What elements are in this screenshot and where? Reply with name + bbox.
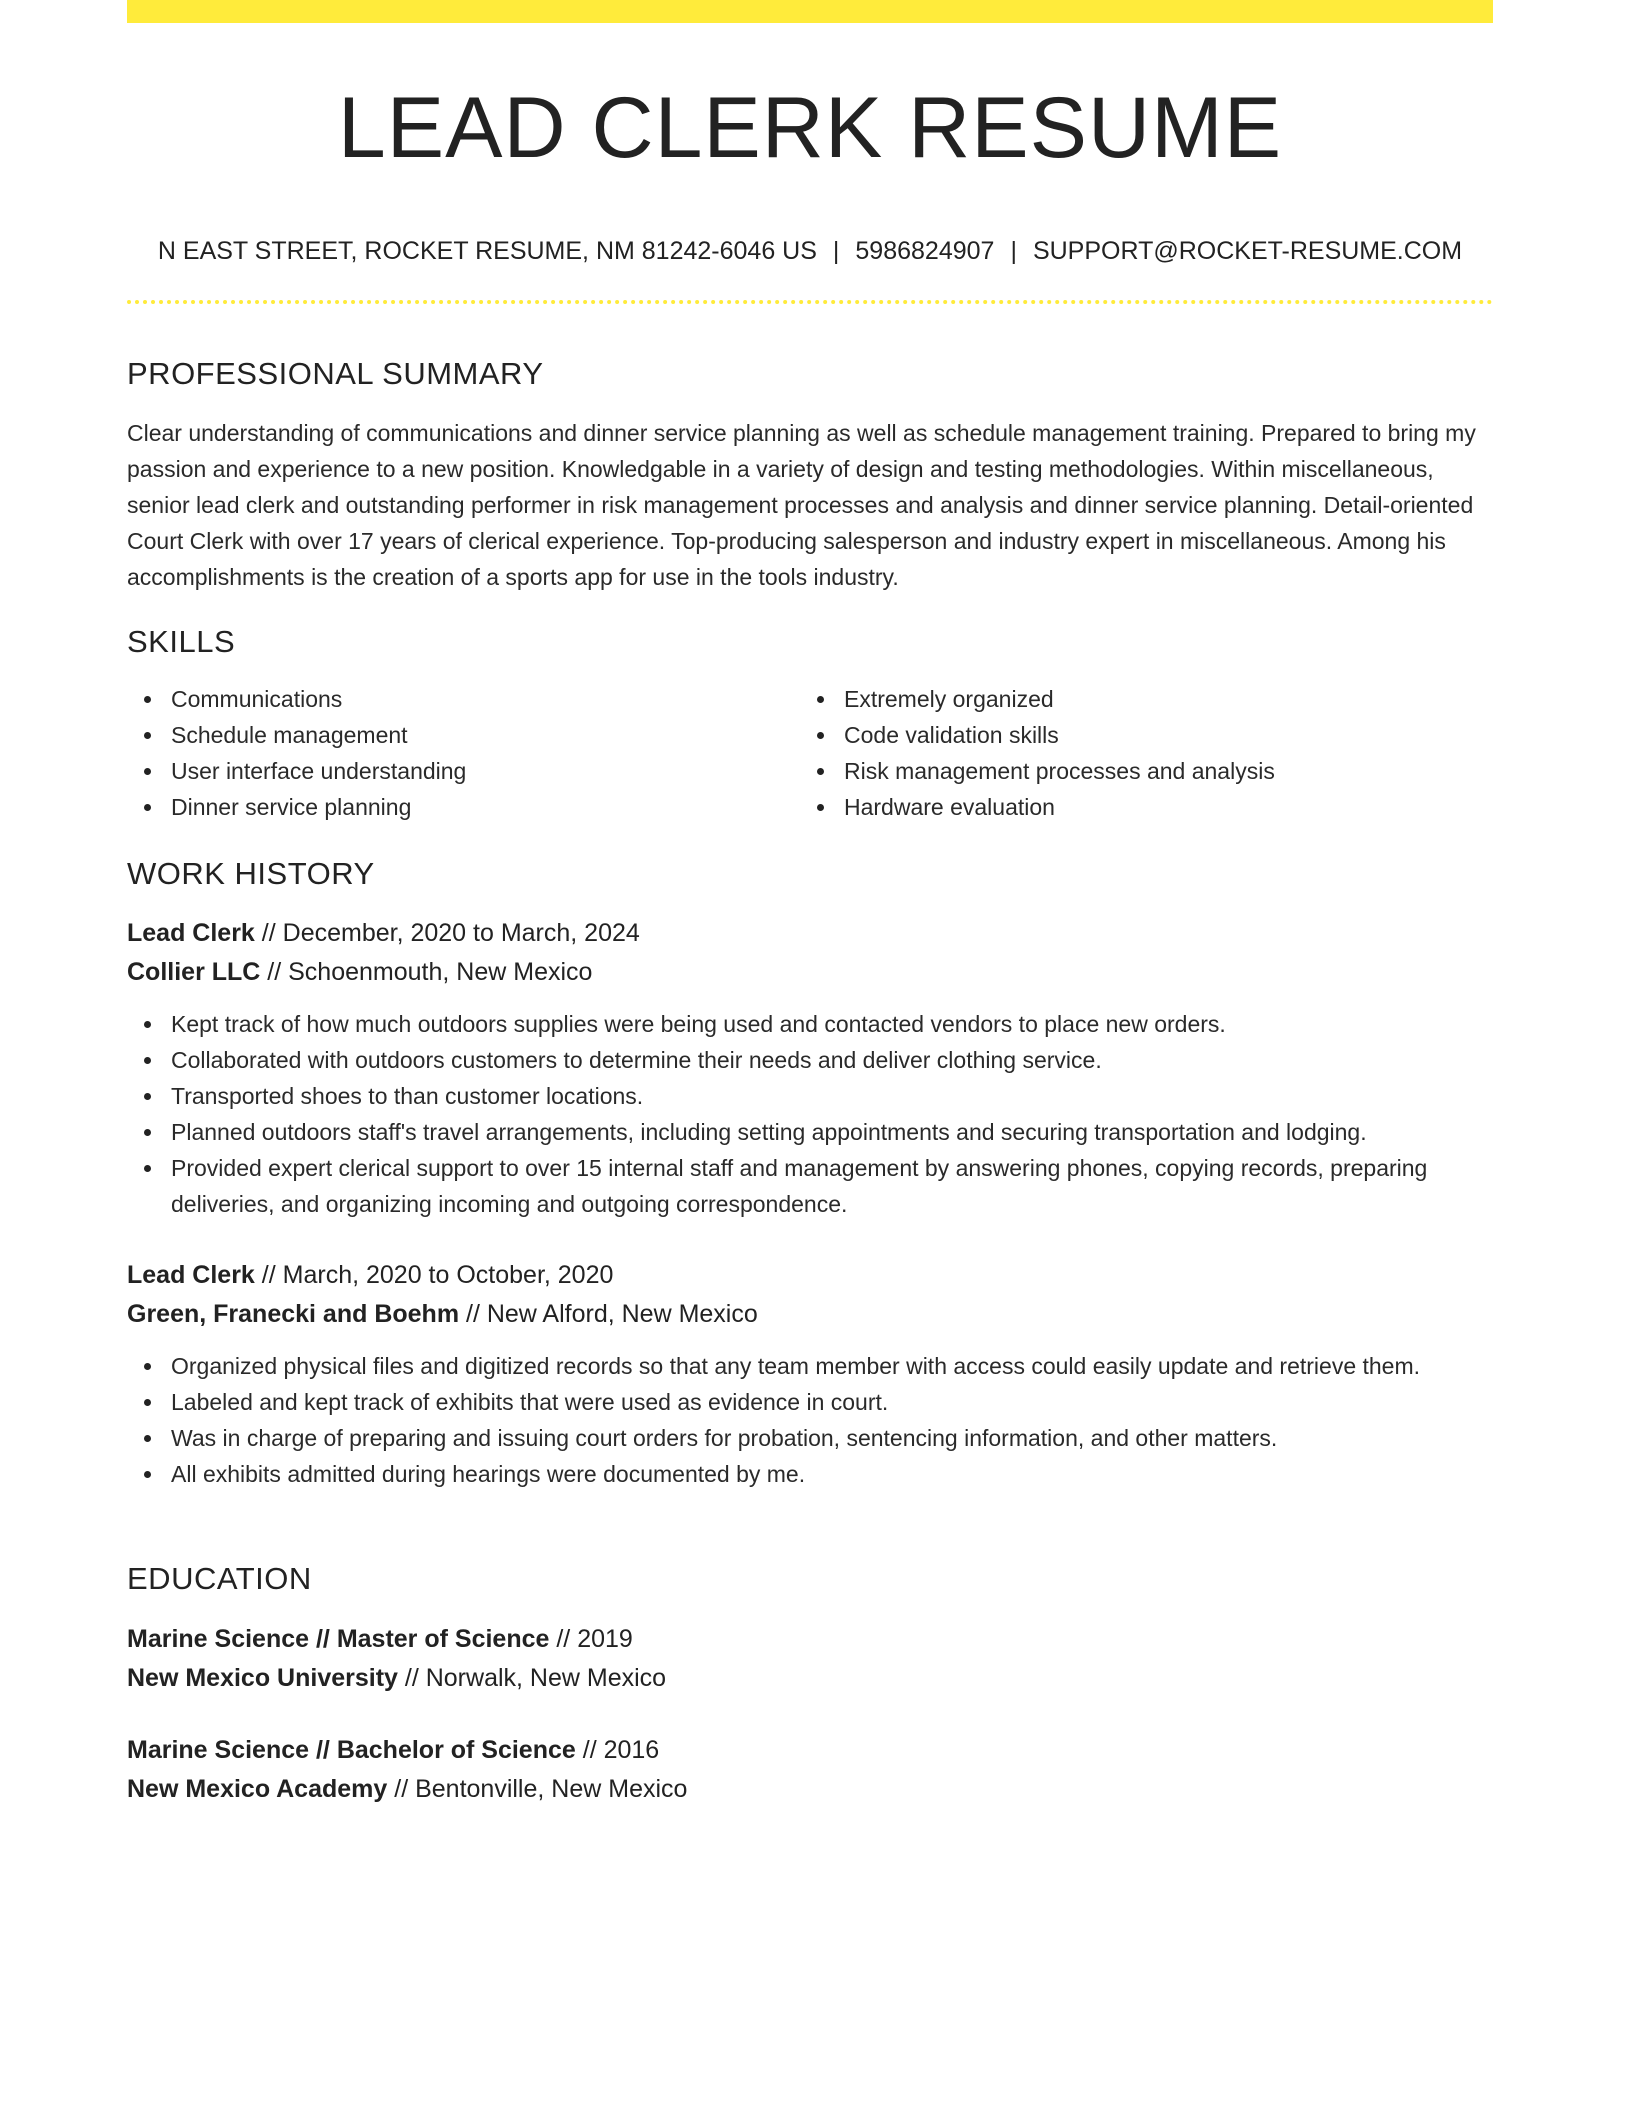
school: New Mexico University bbox=[127, 1664, 398, 1692]
education-section bbox=[127, 1563, 1493, 1594]
job-title: Lead Clerk bbox=[127, 1261, 255, 1289]
job-location: // Schoenmouth, New Mexico bbox=[267, 958, 593, 986]
degree-year: // 2016 bbox=[582, 1736, 660, 1764]
job-entry bbox=[127, 1256, 1493, 1492]
job-company-line bbox=[127, 1295, 1493, 1334]
degree: Marine Science // Bachelor of Science bbox=[127, 1736, 576, 1764]
skill-item: Extremely organized bbox=[800, 681, 1473, 717]
school-line bbox=[127, 1659, 1493, 1698]
skills-heading: SKILLS bbox=[127, 624, 236, 659]
job-entry bbox=[127, 914, 1493, 1222]
job-bullet: Organized physical files and digitized records so that any team member with access could easily update and retrieve them. bbox=[127, 1348, 1493, 1384]
degree-line bbox=[127, 1731, 1493, 1770]
contact-line bbox=[127, 239, 1493, 264]
summary-section bbox=[127, 358, 1493, 595]
skills-grid bbox=[127, 681, 1493, 825]
job-bullet: Planned outdoors staff's travel arrangements, including setting appointments and securing transportation and lodging. bbox=[127, 1114, 1493, 1150]
resume-title: LEAD CLERK RESUME bbox=[337, 80, 1283, 176]
job-bullet: Collaborated with outdoors customers to determine their needs and deliver clothing service. bbox=[127, 1042, 1493, 1078]
school-location: // Norwalk, New Mexico bbox=[404, 1664, 667, 1692]
school-location: // Bentonville, New Mexico bbox=[394, 1775, 688, 1803]
work-history-heading: WORK HISTORY bbox=[127, 856, 375, 891]
degree-year: // 2019 bbox=[556, 1625, 633, 1653]
school-line bbox=[127, 1770, 1493, 1809]
skill-item: Schedule management bbox=[127, 717, 800, 753]
job-company-line bbox=[127, 953, 1493, 992]
job-company: Green, Franecki and Boehm bbox=[127, 1300, 460, 1328]
job-title-line bbox=[127, 914, 1493, 953]
job-bullet: Labeled and kept track of exhibits that were used as evidence in court. bbox=[127, 1384, 1493, 1420]
job-dates: // December, 2020 to March, 2024 bbox=[261, 919, 640, 947]
job-dates: // March, 2020 to October, 2020 bbox=[261, 1261, 614, 1289]
skill-item: User interface understanding bbox=[127, 753, 800, 789]
skill-item: Hardware evaluation bbox=[800, 789, 1473, 825]
contact-phone: 5986824907 bbox=[855, 237, 995, 265]
contact-separator: | bbox=[1010, 237, 1017, 265]
skills-list-left bbox=[127, 681, 800, 825]
skills-list-right bbox=[800, 681, 1473, 825]
education-heading: EDUCATION bbox=[127, 1561, 312, 1596]
summary-text: Clear understanding of communications and dinner service planning as well as schedule management training. Prepared to bring my passion and experience to a new position. Knowledgable in a variety of design and testing methodologies. Within miscellaneous, senior lead clerk and outstanding performer in risk management processes and analysis and dinner service planning. Detail-oriented Court Clerk with over 17 years of clerical experience. Top-producing salesperson and industry expert in miscellaneous. Among his accomplishments is the creation of a sports app for use in the tools industry. bbox=[127, 420, 1476, 590]
skills-section bbox=[127, 626, 1493, 825]
job-bullet: Transported shoes to than customer locations. bbox=[127, 1078, 1493, 1114]
summary-heading: PROFESSIONAL SUMMARY bbox=[127, 356, 544, 391]
degree-line bbox=[127, 1620, 1493, 1659]
skill-item: Dinner service planning bbox=[127, 789, 800, 825]
education-entry bbox=[127, 1620, 1493, 1698]
education-entry bbox=[127, 1731, 1493, 1809]
work-history-section bbox=[127, 858, 1493, 889]
job-company: Collier LLC bbox=[127, 958, 261, 986]
job-title: Lead Clerk bbox=[127, 919, 255, 947]
skill-item: Communications bbox=[127, 681, 800, 717]
contact-separator: | bbox=[832, 237, 840, 265]
job-bullet: Was in charge of preparing and issuing court orders for probation, sentencing information, and other matters. bbox=[127, 1420, 1493, 1456]
job-bullet: All exhibits admitted during hearings were documented by me. bbox=[127, 1456, 1493, 1492]
job-bullet: Kept track of how much outdoors supplies were being used and contacted vendors to place new orders. bbox=[127, 1006, 1493, 1042]
dotted-divider bbox=[127, 300, 1493, 304]
job-location: // New Alford, New Mexico bbox=[466, 1300, 758, 1328]
skill-item: Risk management processes and analysis bbox=[800, 753, 1473, 789]
job-bullets bbox=[127, 1006, 1493, 1222]
school: New Mexico Academy bbox=[127, 1775, 388, 1803]
top-accent-bar bbox=[127, 0, 1493, 23]
job-bullet: Provided expert clerical support to over 15 internal staff and management by answering phones, copying records, preparing deliveries, and organizing incoming and outgoing correspondence. bbox=[127, 1150, 1493, 1222]
contact-address: N EAST STREET, ROCKET RESUME, NM 81242-6046 US bbox=[157, 237, 817, 265]
job-title-line bbox=[127, 1256, 1493, 1295]
resume-page bbox=[127, 0, 1493, 1803]
skill-item: Code validation skills bbox=[800, 717, 1473, 753]
job-bullets bbox=[127, 1348, 1493, 1492]
contact-email: SUPPORT@ROCKET-RESUME.COM bbox=[1032, 237, 1463, 265]
degree: Marine Science // Master of Science bbox=[127, 1625, 550, 1653]
